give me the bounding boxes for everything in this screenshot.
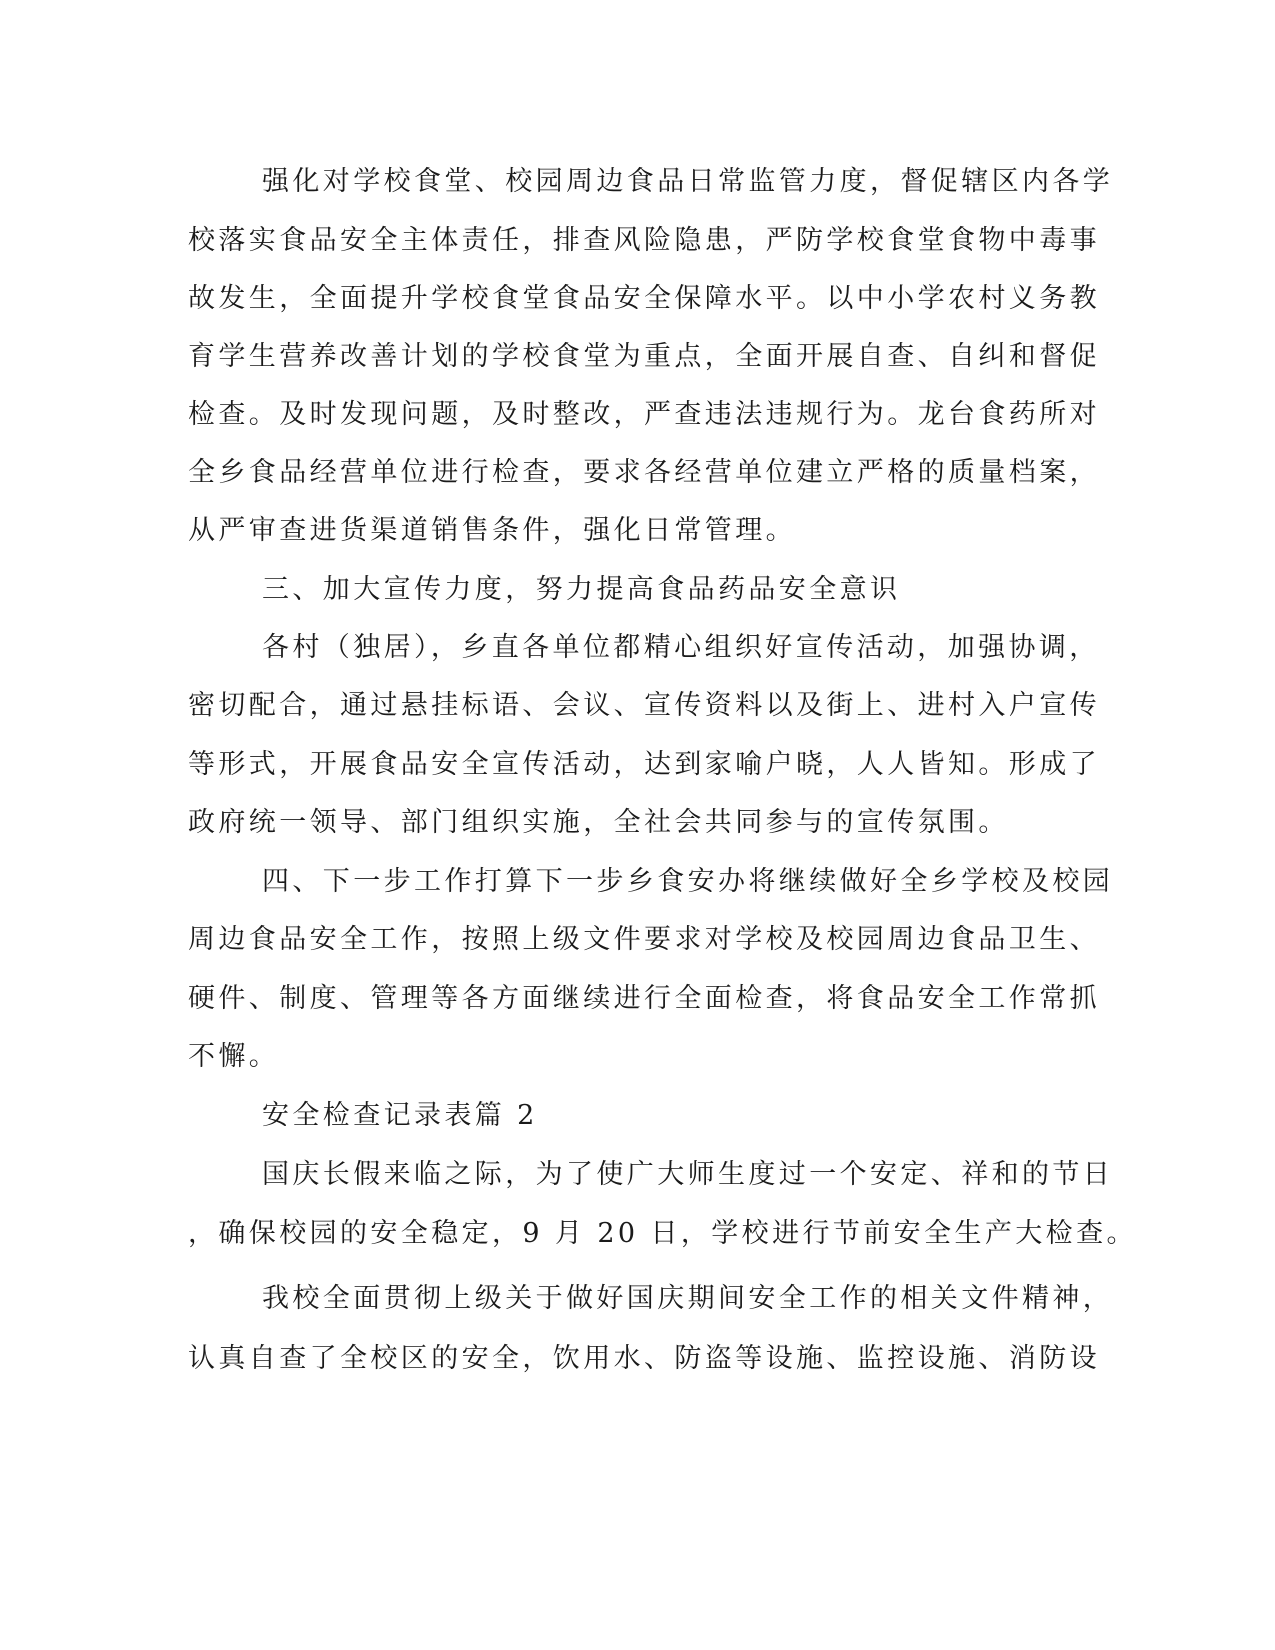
- paragraph-line: 硬件、制度、管理等各方面继续进行全面检查，将食品安全工作常抓: [188, 983, 1100, 1014]
- paragraph-line: 认真自查了全校区的安全，饮用水、防盗等设施、监控设施、消防设: [188, 1343, 1100, 1374]
- paragraph-line: 全乡食品经营单位进行检查，要求各经营单位建立严格的质量档案，: [188, 457, 1100, 488]
- paragraph-line: 密切配合，通过悬挂标语、会议、宣传资料以及街上、进村入户宣传: [188, 690, 1100, 721]
- paragraph-line: 四、下一步工作打算下一步乡食安办将继续做好全乡学校及校园: [262, 866, 1114, 897]
- paragraph-line: 各村（独居），乡直各单位都精心组织好宣传活动，加强协调，: [262, 632, 1100, 663]
- paragraph-line: 育学生营养改善计划的学校食堂为重点，全面开展自查、自纠和督促: [188, 341, 1100, 372]
- paragraph-line: 不懈。: [188, 1041, 280, 1072]
- section-heading: 三、加大宣传力度，努力提高食品药品安全意识: [262, 574, 901, 605]
- paragraph-line: 从严审查进货渠道销售条件，强化日常管理。: [188, 515, 796, 546]
- section-heading: 安全检查记录表篇 2: [262, 1100, 538, 1131]
- paragraph-line: 校落实食品安全主体责任，排查风险隐患，严防学校食堂食物中毒事: [188, 225, 1100, 256]
- paragraph-line: ，确保校园的安全稳定，9 月 20 日，学校进行节前安全生产大检查。: [188, 1218, 1137, 1249]
- paragraph-line: 政府统一领导、部门组织实施，全社会共同参与的宣传氛围。: [188, 807, 1009, 838]
- paragraph-line: 国庆长假来临之际，为了使广大师生度过一个安定、祥和的节日: [262, 1159, 1114, 1190]
- paragraph-line: 等形式，开展食品安全宣传活动，达到家喻户晓，人人皆知。形成了: [188, 749, 1100, 780]
- paragraph-line: 我校全面贯彻上级关于做好国庆期间安全工作的相关文件精神，: [262, 1283, 1114, 1314]
- paragraph-line: 周边食品安全工作，按照上级文件要求对学校及校园周边食品卫生、: [188, 924, 1100, 955]
- paragraph-line: 故发生，全面提升学校食堂食品安全保障水平。以中小学农村义务教: [188, 283, 1100, 314]
- paragraph-line: 强化对学校食堂、校园周边食品日常监管力度，督促辖区内各学: [262, 166, 1114, 197]
- paragraph-line: 检查。及时发现问题，及时整改，严查违法违规行为。龙台食药所对: [188, 399, 1100, 430]
